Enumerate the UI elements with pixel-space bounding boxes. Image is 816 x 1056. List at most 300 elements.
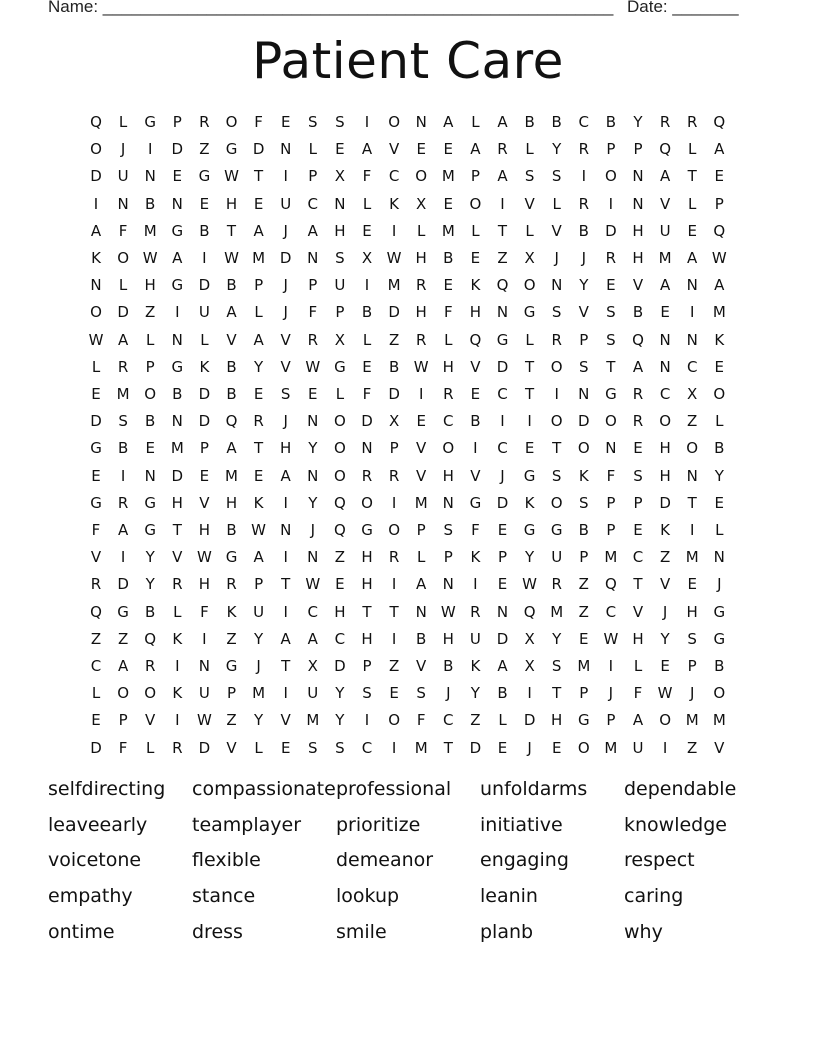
grid-letter: S bbox=[280, 385, 291, 403]
grid-letter: V bbox=[578, 303, 589, 322]
grid-letter: V bbox=[416, 439, 427, 458]
grid-letter: J bbox=[120, 140, 126, 159]
grid-letter: G bbox=[605, 385, 617, 403]
grid-letter: O bbox=[442, 439, 455, 458]
grid-letter: Y bbox=[552, 140, 562, 159]
grid-letter: B bbox=[172, 385, 183, 403]
grid-letter: E bbox=[91, 466, 101, 485]
grid-letter: G bbox=[713, 602, 726, 621]
grid-letter: Q bbox=[713, 113, 726, 131]
word-list-item: respect bbox=[624, 849, 695, 872]
word-list-item: empathy bbox=[48, 885, 133, 908]
grid-letter: A bbox=[253, 548, 264, 567]
grid-letter: D bbox=[252, 140, 265, 159]
grid-letter: Y bbox=[335, 711, 345, 730]
grid-letter: V bbox=[470, 466, 481, 485]
grid-letter: P bbox=[579, 684, 589, 703]
grid-letter: D bbox=[90, 167, 102, 186]
grid-letter: U bbox=[117, 167, 129, 186]
grid-letter: W bbox=[88, 330, 104, 349]
grid-letter: K bbox=[172, 684, 183, 703]
grid-letter: P bbox=[443, 548, 453, 567]
grid-letter: A bbox=[307, 629, 318, 648]
grid-letter: E bbox=[606, 276, 616, 295]
grid-letter: O bbox=[388, 521, 400, 539]
grid-letter: M bbox=[685, 711, 699, 730]
grid-letter: Z bbox=[117, 629, 129, 648]
word-list-item: dress bbox=[192, 920, 243, 943]
grid-letter: W bbox=[711, 249, 727, 267]
grid-letter: J bbox=[310, 521, 316, 539]
grid-letter: S bbox=[551, 657, 562, 675]
grid-letter: H bbox=[686, 602, 698, 621]
grid-letter: W bbox=[224, 249, 239, 267]
grid-letter: R bbox=[632, 385, 644, 403]
grid-letter: N bbox=[307, 548, 319, 567]
grid-letter: D bbox=[659, 493, 671, 512]
grid-row bbox=[84, 113, 744, 140]
grid-letter: V bbox=[632, 276, 644, 295]
grid-letter: O bbox=[333, 412, 346, 431]
word-list-item: planb bbox=[480, 920, 534, 943]
grid-letter: H bbox=[632, 629, 644, 648]
grid-letter: D bbox=[171, 466, 184, 485]
grid-letter: A bbox=[687, 249, 698, 267]
grid-row bbox=[84, 684, 744, 711]
grid-letter: L bbox=[254, 738, 263, 757]
grid-letter: Q bbox=[713, 221, 726, 240]
grid-letter: G bbox=[144, 521, 156, 539]
grid-letter: E bbox=[551, 738, 562, 757]
grid-row bbox=[84, 711, 744, 738]
word-list-item: professional bbox=[336, 778, 452, 800]
grid-letter: I bbox=[364, 276, 370, 295]
grid-row bbox=[84, 575, 744, 602]
grid-letter: L bbox=[715, 412, 724, 431]
grid-letter: M bbox=[441, 167, 455, 186]
grid-letter: I bbox=[500, 194, 505, 213]
grid-letter: A bbox=[416, 575, 427, 594]
grid-letter: Q bbox=[469, 330, 482, 349]
grid-letter: A bbox=[226, 439, 237, 458]
grid-letter: H bbox=[144, 276, 156, 295]
grid-letter: V bbox=[199, 493, 210, 512]
grid-letter: H bbox=[442, 357, 454, 376]
grid-letter: N bbox=[307, 466, 319, 485]
grid-letter: R bbox=[470, 602, 481, 621]
grid-letter: P bbox=[633, 140, 643, 159]
grid-letter: L bbox=[362, 194, 372, 213]
grid-letter: L bbox=[444, 330, 453, 349]
grid-letter: C bbox=[578, 113, 590, 131]
grid-letter: G bbox=[90, 439, 102, 458]
grid-letter: N bbox=[198, 657, 210, 675]
grid-letter: L bbox=[688, 140, 697, 159]
grid-letter: S bbox=[606, 303, 616, 322]
grid-letter: O bbox=[225, 113, 238, 131]
grid-letter: L bbox=[525, 140, 534, 159]
grid-letter: M bbox=[685, 548, 699, 567]
grid-letter: A bbox=[659, 167, 671, 186]
header-line bbox=[48, 0, 739, 17]
date-field[interactable]: Date: _______ bbox=[627, 0, 739, 16]
grid-letter: L bbox=[633, 657, 643, 675]
grid-letter: L bbox=[525, 330, 534, 349]
grid-letter: L bbox=[688, 194, 697, 213]
grid-letter: F bbox=[362, 385, 372, 403]
grid-letter: Q bbox=[496, 276, 509, 295]
grid-letter: O bbox=[577, 738, 590, 757]
grid-letter: U bbox=[253, 602, 265, 621]
grid-letter: N bbox=[280, 521, 292, 539]
grid-letter: P bbox=[145, 357, 155, 376]
grid-letter: I bbox=[364, 711, 370, 730]
grid-letter: G bbox=[144, 113, 156, 131]
grid-letter: I bbox=[554, 385, 559, 403]
word-list-item: smile bbox=[336, 920, 387, 943]
grid-letter: S bbox=[416, 684, 426, 703]
grid-letter: J bbox=[283, 221, 288, 240]
grid-letter: C bbox=[361, 738, 373, 757]
word-list-item: unfoldarms bbox=[480, 778, 588, 800]
grid-letter: Q bbox=[90, 602, 102, 621]
grid-letter: M bbox=[143, 221, 157, 240]
grid-letter: N bbox=[713, 548, 725, 567]
grid-letter: B bbox=[388, 357, 400, 376]
grid-letter: R bbox=[578, 140, 590, 159]
grid-letter: O bbox=[333, 466, 346, 485]
grid-letter: L bbox=[118, 113, 128, 131]
grid-letter: G bbox=[90, 493, 102, 512]
grid-letter: R bbox=[361, 466, 373, 485]
grid-letter: P bbox=[254, 575, 264, 594]
grid-letter: R bbox=[632, 412, 644, 431]
grid-letter: Q bbox=[604, 575, 617, 594]
grid-row bbox=[84, 385, 744, 412]
grid-letter: B bbox=[145, 194, 156, 213]
grid-letter: Z bbox=[687, 738, 698, 757]
grid-letter: A bbox=[632, 711, 644, 730]
grid-letter: N bbox=[442, 575, 454, 594]
grid-letter: M bbox=[604, 548, 618, 567]
grid-letter: M bbox=[306, 711, 320, 730]
grid-letter: Y bbox=[335, 684, 345, 703]
grid-letter: C bbox=[307, 194, 319, 213]
grid-letter: O bbox=[686, 439, 699, 458]
grid-letter: N bbox=[496, 303, 509, 322]
grid-letter: O bbox=[144, 385, 157, 403]
grid-letter: E bbox=[497, 521, 508, 539]
grid-letter: W bbox=[440, 602, 456, 621]
grid-letter: A bbox=[659, 276, 671, 295]
grid-letter: R bbox=[144, 657, 156, 675]
grid-letter: F bbox=[200, 602, 209, 621]
grid-letter: L bbox=[362, 330, 372, 349]
word-list-item: stance bbox=[192, 885, 256, 908]
grid-letter: L bbox=[715, 521, 724, 539]
grid-letter: H bbox=[171, 493, 183, 512]
grid-letter: H bbox=[334, 221, 346, 240]
grid-letter: Q bbox=[523, 602, 536, 621]
grid-letter: I bbox=[391, 575, 397, 594]
grid-letter: I bbox=[581, 167, 587, 186]
grid-letter: A bbox=[90, 221, 102, 240]
grid-letter: X bbox=[334, 167, 346, 186]
grid-letter: D bbox=[279, 249, 292, 267]
grid-letter: E bbox=[443, 194, 454, 213]
grid-letter: H bbox=[442, 629, 454, 648]
grid-letter: P bbox=[172, 113, 182, 131]
grid-row bbox=[84, 412, 744, 439]
grid-letter: R bbox=[90, 575, 102, 594]
word-list-item: caring bbox=[624, 885, 684, 908]
grid-letter: Q bbox=[333, 521, 346, 539]
grid-letter: M bbox=[441, 221, 455, 240]
grid-letter: E bbox=[253, 194, 264, 213]
grid-row bbox=[84, 222, 744, 249]
grid-letter: I bbox=[391, 738, 397, 757]
grid-letter: G bbox=[713, 629, 726, 648]
grid-letter: J bbox=[717, 575, 722, 594]
grid-letter: S bbox=[579, 493, 589, 512]
grid-letter: Z bbox=[687, 412, 698, 431]
grid-letter: K bbox=[389, 194, 400, 213]
grid-letter: O bbox=[90, 303, 102, 322]
grid-letter: I bbox=[283, 684, 288, 703]
grid-letter: O bbox=[550, 357, 563, 376]
grid-letter: B bbox=[632, 303, 644, 322]
grid-letter: A bbox=[632, 357, 644, 376]
grid-letter: S bbox=[443, 521, 454, 539]
word-list-item: teamplayer bbox=[192, 813, 302, 836]
grid-letter: B bbox=[524, 113, 535, 131]
grid-letter: V bbox=[90, 548, 102, 567]
grid-letter: A bbox=[714, 276, 725, 295]
grid-letter: X bbox=[416, 194, 427, 213]
grid-letter: N bbox=[632, 167, 644, 186]
grid-letter: H bbox=[415, 249, 427, 267]
grid-letter: N bbox=[686, 276, 698, 295]
grid-letter: L bbox=[471, 113, 480, 131]
grid-letter: N bbox=[496, 602, 509, 621]
grid-letter: P bbox=[308, 167, 318, 186]
grid-letter: O bbox=[713, 684, 726, 703]
grid-letter: N bbox=[551, 276, 563, 295]
grid-row bbox=[84, 521, 744, 548]
grid-letter: E bbox=[497, 575, 508, 594]
grid-letter: F bbox=[443, 303, 453, 322]
grid-letter: Z bbox=[199, 140, 210, 159]
grid-letter: E bbox=[687, 221, 697, 240]
grid-letter: T bbox=[254, 439, 264, 458]
grid-letter: N bbox=[307, 249, 319, 267]
grid-letter: R bbox=[415, 330, 427, 349]
word-list-item: initiative bbox=[480, 813, 563, 836]
grid-row bbox=[84, 467, 744, 494]
grid-letter: H bbox=[280, 439, 292, 458]
grid-letter: V bbox=[659, 575, 671, 594]
grid-letter: Z bbox=[659, 548, 671, 567]
grid-letter: E bbox=[470, 385, 481, 403]
grid-letter: O bbox=[577, 439, 590, 458]
word-list-item: selfdirecting bbox=[48, 778, 166, 800]
grid-letter: G bbox=[225, 140, 238, 159]
grid-letter: I bbox=[147, 140, 153, 159]
grid-letter: B bbox=[470, 412, 481, 431]
grid-letter: C bbox=[307, 602, 319, 621]
grid-letter: D bbox=[523, 711, 536, 730]
grid-letter: H bbox=[225, 493, 238, 512]
grid-letter: I bbox=[202, 629, 207, 648]
grid-letter: I bbox=[391, 629, 397, 648]
grid-letter: D bbox=[117, 575, 129, 594]
grid-letter: M bbox=[658, 249, 672, 267]
word-list-item: why bbox=[624, 920, 663, 943]
grid-letter: M bbox=[116, 385, 130, 403]
grid-letter: Z bbox=[226, 711, 237, 730]
grid-row bbox=[84, 276, 744, 303]
grid-letter: H bbox=[469, 303, 482, 322]
grid-row bbox=[84, 140, 744, 167]
grid-letter: V bbox=[172, 548, 183, 567]
grid-letter: L bbox=[552, 194, 561, 213]
grid-letter: I bbox=[120, 466, 126, 485]
name-field[interactable]: Name: ______________________________________________________ bbox=[48, 0, 614, 16]
grid-letter: Z bbox=[388, 330, 400, 349]
grid-letter: S bbox=[308, 113, 318, 131]
grid-letter: V bbox=[416, 466, 427, 485]
grid-letter: H bbox=[361, 629, 373, 648]
grid-letter: G bbox=[171, 221, 184, 240]
grid-letter: K bbox=[91, 249, 101, 267]
grid-letter: I bbox=[527, 412, 532, 431]
grid-row bbox=[84, 739, 744, 766]
grid-letter: V bbox=[280, 357, 291, 376]
word-list-item: knowledge bbox=[624, 813, 727, 836]
grid-letter: R bbox=[199, 113, 210, 131]
grid-letter: B bbox=[145, 412, 156, 431]
grid-letter: D bbox=[605, 221, 617, 240]
grid-letter: V bbox=[714, 738, 725, 757]
grid-letter: M bbox=[252, 684, 266, 703]
grid-letter: E bbox=[714, 493, 725, 512]
grid-letter: G bbox=[144, 493, 156, 512]
grid-letter: V bbox=[280, 711, 291, 730]
grid-letter: N bbox=[415, 113, 427, 131]
grid-letter: O bbox=[117, 249, 129, 267]
grid-letter: K bbox=[172, 629, 183, 648]
grid-letter: H bbox=[415, 303, 427, 322]
grid-letter: S bbox=[551, 466, 562, 485]
grid-letter: M bbox=[387, 276, 401, 295]
grid-letter: M bbox=[414, 493, 428, 512]
grid-letter: Q bbox=[659, 140, 671, 159]
grid-letter: W bbox=[386, 249, 402, 267]
grid-row bbox=[84, 657, 744, 684]
grid-letter: B bbox=[497, 684, 508, 703]
grid-letter: B bbox=[226, 521, 237, 539]
grid-letter: X bbox=[524, 657, 535, 675]
grid-letter: L bbox=[146, 330, 155, 349]
grid-letter: E bbox=[633, 521, 643, 539]
grid-letter: Y bbox=[254, 357, 264, 376]
grid-letter: D bbox=[198, 276, 211, 295]
grid-letter: N bbox=[171, 412, 183, 431]
grid-letter: F bbox=[118, 738, 128, 757]
grid-letter: H bbox=[659, 466, 671, 485]
grid-letter: J bbox=[662, 602, 668, 621]
grid-letter: F bbox=[308, 303, 318, 322]
grid-row bbox=[84, 167, 744, 194]
grid-letter: R bbox=[117, 493, 129, 512]
grid-letter: I bbox=[473, 575, 478, 594]
grid-letter: K bbox=[524, 493, 535, 512]
grid-letter: J bbox=[527, 738, 532, 757]
grid-letter: D bbox=[469, 738, 482, 757]
grid-letter: D bbox=[90, 412, 102, 431]
grid-letter: G bbox=[469, 493, 482, 512]
grid-letter: V bbox=[280, 330, 291, 349]
grid-letter: M bbox=[414, 738, 428, 757]
grid-letter: E bbox=[633, 439, 643, 458]
grid-letter: J bbox=[554, 249, 559, 267]
grid-letter: T bbox=[687, 167, 697, 186]
grid-letter: T bbox=[497, 221, 508, 240]
grid-letter: P bbox=[606, 521, 616, 539]
grid-letter: I bbox=[527, 684, 532, 703]
grid-letter: B bbox=[226, 276, 237, 295]
grid-letter: L bbox=[335, 385, 345, 403]
grid-letter: X bbox=[524, 629, 535, 648]
grid-letter: K bbox=[470, 276, 481, 295]
grid-letter: B bbox=[605, 113, 617, 131]
grid-letter: H bbox=[659, 439, 671, 458]
grid-letter: T bbox=[552, 439, 562, 458]
grid-letter: R bbox=[117, 357, 129, 376]
grid-letter: V bbox=[659, 194, 671, 213]
grid-letter: E bbox=[91, 711, 101, 730]
grid-letter: A bbox=[253, 221, 264, 240]
grid-letter: O bbox=[361, 493, 373, 512]
grid-letter: W bbox=[196, 548, 212, 567]
grid-letter: R bbox=[226, 575, 237, 594]
grid-letter: T bbox=[525, 385, 535, 403]
grid-letter: H bbox=[198, 575, 211, 594]
grid-letter: O bbox=[659, 711, 671, 730]
grid-letter: R bbox=[388, 466, 400, 485]
grid-letter: L bbox=[498, 711, 507, 730]
grid-letter: P bbox=[633, 493, 643, 512]
grid-letter: S bbox=[551, 167, 562, 186]
grid-letter: O bbox=[117, 684, 129, 703]
grid-letter: I bbox=[391, 493, 397, 512]
grid-letter: E bbox=[362, 357, 372, 376]
grid-letter: V bbox=[551, 221, 562, 240]
grid-letter: G bbox=[171, 276, 184, 295]
grid-letter: H bbox=[551, 711, 563, 730]
grid-letter: F bbox=[633, 684, 643, 703]
grid-letter: P bbox=[416, 521, 426, 539]
grid-letter: U bbox=[659, 221, 671, 240]
grid-letter: O bbox=[659, 412, 671, 431]
grid-letter: W bbox=[522, 575, 538, 594]
grid-letter: E bbox=[280, 113, 291, 131]
grid-letter: N bbox=[334, 194, 346, 213]
grid-letter: X bbox=[307, 657, 318, 675]
grid-letter: A bbox=[497, 657, 508, 675]
grid-letter: A bbox=[117, 330, 129, 349]
grid-letter: P bbox=[226, 684, 237, 703]
